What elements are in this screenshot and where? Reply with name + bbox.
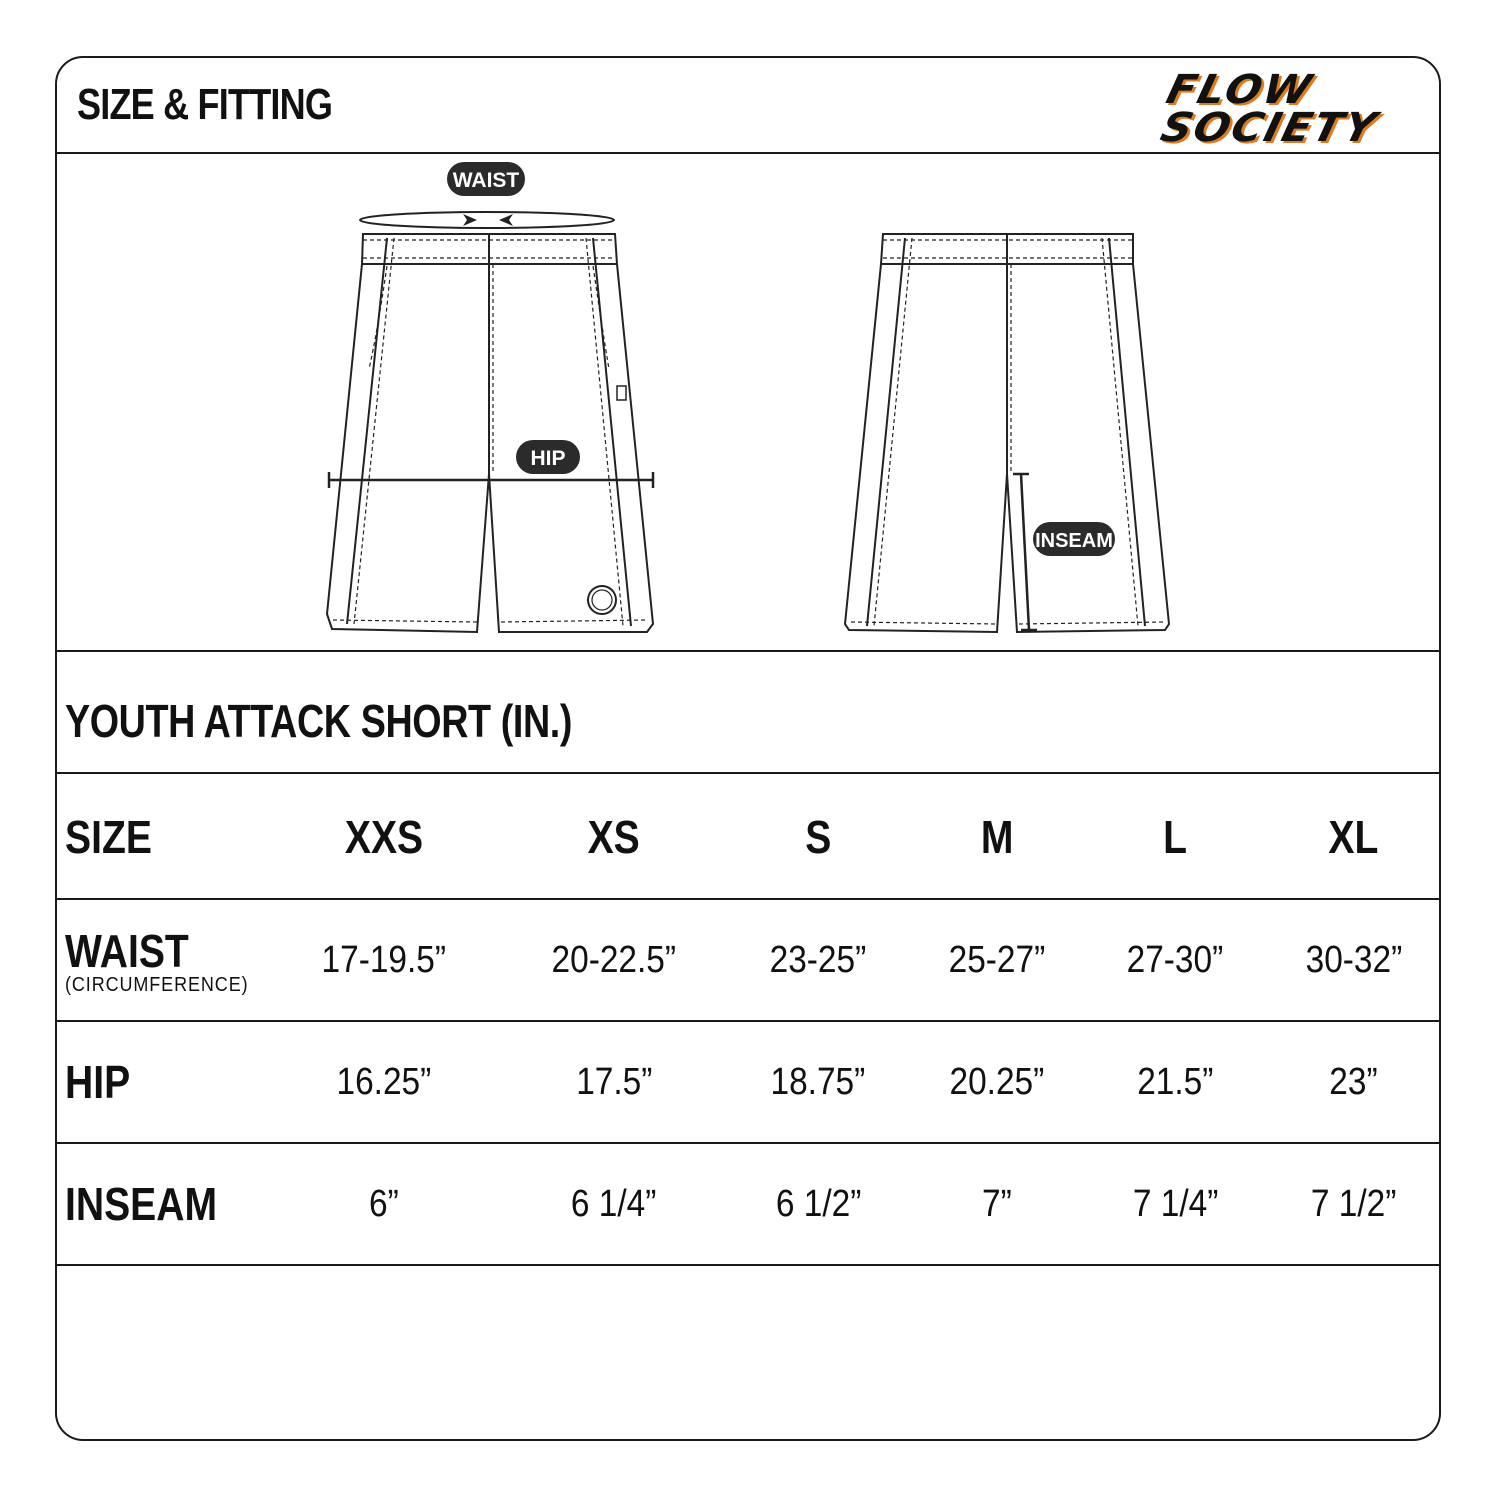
hip-label-pill bbox=[516, 440, 580, 474]
table-cell: 6” bbox=[269, 1143, 499, 1265]
logo-line-2: SOCIETY bbox=[1156, 105, 1383, 151]
row-label-inseam: INSEAM bbox=[57, 1143, 269, 1265]
table-cell: 7 1/2” bbox=[1264, 1143, 1441, 1265]
table-cell: 23-25” bbox=[729, 899, 908, 1021]
inseam-label-pill bbox=[1033, 522, 1115, 556]
table-cell: 21.5” bbox=[1086, 1021, 1265, 1143]
waist-arrows-icon bbox=[463, 214, 513, 226]
table-cell: 7” bbox=[907, 1143, 1086, 1265]
table-cell: 27-30” bbox=[1086, 899, 1265, 1021]
table-cell: 20-22.5” bbox=[499, 899, 729, 1021]
header-size-label: SIZE bbox=[65, 811, 152, 863]
size-table bbox=[57, 776, 1441, 1266]
row-sublabel-waist: (CIRCUMFERENCE) bbox=[65, 973, 249, 996]
table-cell: 18.75” bbox=[729, 1021, 908, 1143]
row-label-hip: HIP bbox=[57, 1021, 269, 1143]
table-cell: 25-27” bbox=[907, 899, 1086, 1021]
size-col-xl: XL bbox=[1328, 811, 1379, 863]
size-chart-card bbox=[55, 56, 1441, 1441]
row-label-waist: WAIST (CIRCUMFERENCE) bbox=[57, 899, 269, 1021]
inseam-label: INSEAM bbox=[1035, 530, 1113, 552]
table-row-inseam bbox=[57, 1143, 1441, 1265]
table-title-divider bbox=[57, 772, 1439, 774]
table-cell: 6 1/4” bbox=[499, 1143, 729, 1265]
table-cell: 17.5” bbox=[499, 1021, 729, 1143]
tag-icon bbox=[617, 386, 626, 400]
table-row-hip bbox=[57, 1021, 1441, 1143]
waist-label: WAIST bbox=[452, 169, 520, 192]
page-title: SIZE & FITTING bbox=[77, 80, 333, 129]
logo-line-1: FLOW bbox=[1161, 67, 1318, 113]
brand-logo bbox=[1156, 66, 1421, 151]
size-col-m: M bbox=[980, 811, 1013, 863]
table-header-row bbox=[57, 776, 1441, 899]
shorts-diagram bbox=[57, 154, 1441, 650]
table-cell: 7 1/4” bbox=[1086, 1143, 1265, 1265]
waist-measure-ellipse bbox=[360, 212, 614, 228]
table-cell: 20.25” bbox=[907, 1021, 1086, 1143]
hip-label: HIP bbox=[530, 447, 566, 470]
table-cell: 17-19.5” bbox=[269, 899, 499, 1021]
size-col-l: L bbox=[1163, 811, 1188, 863]
inseam-measure-line bbox=[1021, 474, 1029, 630]
table-cell: 6 1/2” bbox=[729, 1143, 908, 1265]
table-title: YOUTH ATTACK SHORT (IN.) bbox=[65, 695, 573, 747]
size-col-xxs: XXS bbox=[344, 811, 424, 863]
size-col-s: S bbox=[805, 811, 832, 863]
size-col-xs: XS bbox=[587, 811, 641, 863]
front-shorts-drawing bbox=[327, 212, 653, 632]
waist-label-pill bbox=[447, 162, 525, 196]
table-cell: 23” bbox=[1264, 1021, 1441, 1143]
table-row-waist bbox=[57, 899, 1441, 1021]
table-cell: 16.25” bbox=[269, 1021, 499, 1143]
back-shorts-drawing bbox=[845, 234, 1169, 632]
diagram-divider bbox=[57, 650, 1439, 652]
table-cell: 30-32” bbox=[1264, 899, 1441, 1021]
